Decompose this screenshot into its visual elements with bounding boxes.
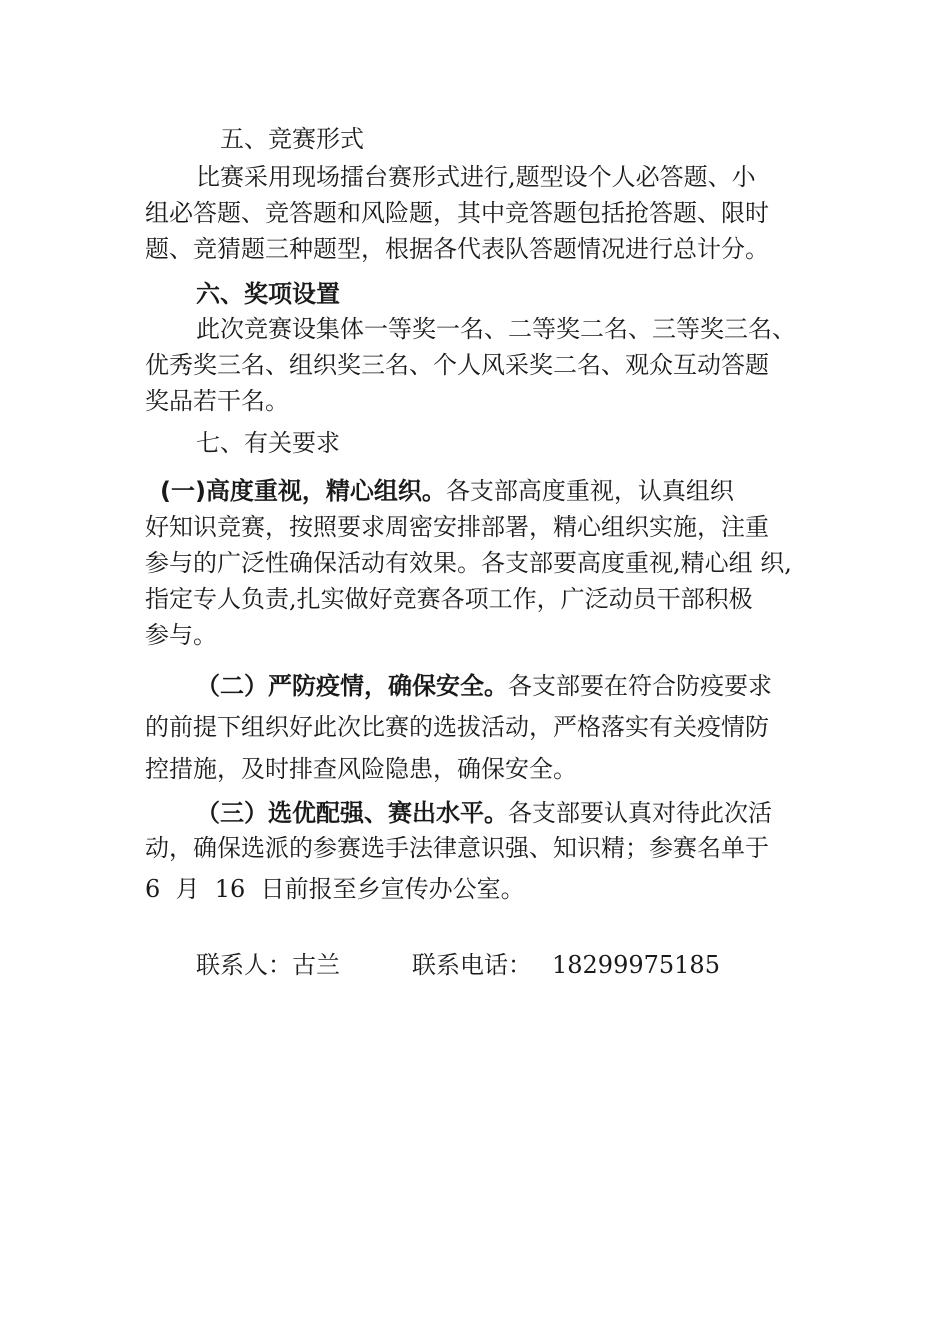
item2-title: （二）严防疫情，确保安全。 [196, 672, 508, 700]
section6-line-2: 优秀奖三名、组织奖三名、个人风采奖二名、观众互动答题 [145, 351, 769, 379]
item3-title: （三）选优配强、赛出水平。 [196, 799, 508, 827]
item1-line-3: 参与的广泛性确保活动有效果。各支部要高度重视,精心组 织, [145, 549, 792, 577]
section5-line-2: 组必答题、竞答题和风险题，其中竞答题包括抢答题、限时 [145, 199, 769, 227]
item3-line-3: 6 月 16 日前报至乡宣传办公室。 [145, 875, 525, 903]
item2-first-line [196, 671, 772, 701]
section6-heading: 六、奖项设置 [196, 280, 340, 308]
section5-line-3: 题、竞猜题三种题型，根据各代表队答题情况进行总计分。 [145, 235, 769, 263]
item2-first-line-rest: 各支部要在符合防疫要求 [508, 672, 772, 700]
contact-phone-number: 18299975185 [552, 951, 720, 979]
item1-line-2: 好知识竞赛，按照要求周密安排部署，精心组织实施，注重 [145, 513, 769, 541]
section6-line-1: 此次竞赛设集体一等奖一名、二等奖二名、三等奖三名、 [196, 315, 796, 343]
section6-line-3: 奖品若干名。 [145, 387, 289, 415]
section7-heading: 七、有关要求 [196, 429, 340, 457]
item1-first-line-rest: 各支部高度重视，认真组织 [445, 477, 734, 505]
item1-line-4: 指定专人负责,扎实做好竞赛各项工作，广泛动员干部积极 [145, 585, 753, 613]
section5-heading: 五、竞赛形式 [220, 125, 364, 153]
item2-line-2: 的前提下组织好此次比赛的选拔活动，严格落实有关疫情防 [145, 713, 769, 741]
section5-line-1: 比赛采用现场擂台赛形式进行,题型设个人必答题、小 [196, 163, 756, 191]
contact-phone-label: 联系电话： [412, 951, 532, 979]
item3-line-2: 动，确保选派的参赛选手法律意识强、知识精；参赛名单于 [145, 834, 769, 862]
contact-person: 联系人：古兰 [196, 951, 340, 979]
item3-first-line [196, 798, 772, 828]
item2-line-3: 控措施，及时排查风险隐患，确保安全。 [145, 755, 577, 783]
item3-first-line-rest: 各支部要认真对待此次活 [508, 799, 772, 827]
item1-line-5: 参与。 [145, 621, 217, 649]
item1-first-line [160, 476, 734, 506]
item1-title: (一)高度重视，精心组织。 [160, 477, 446, 505]
